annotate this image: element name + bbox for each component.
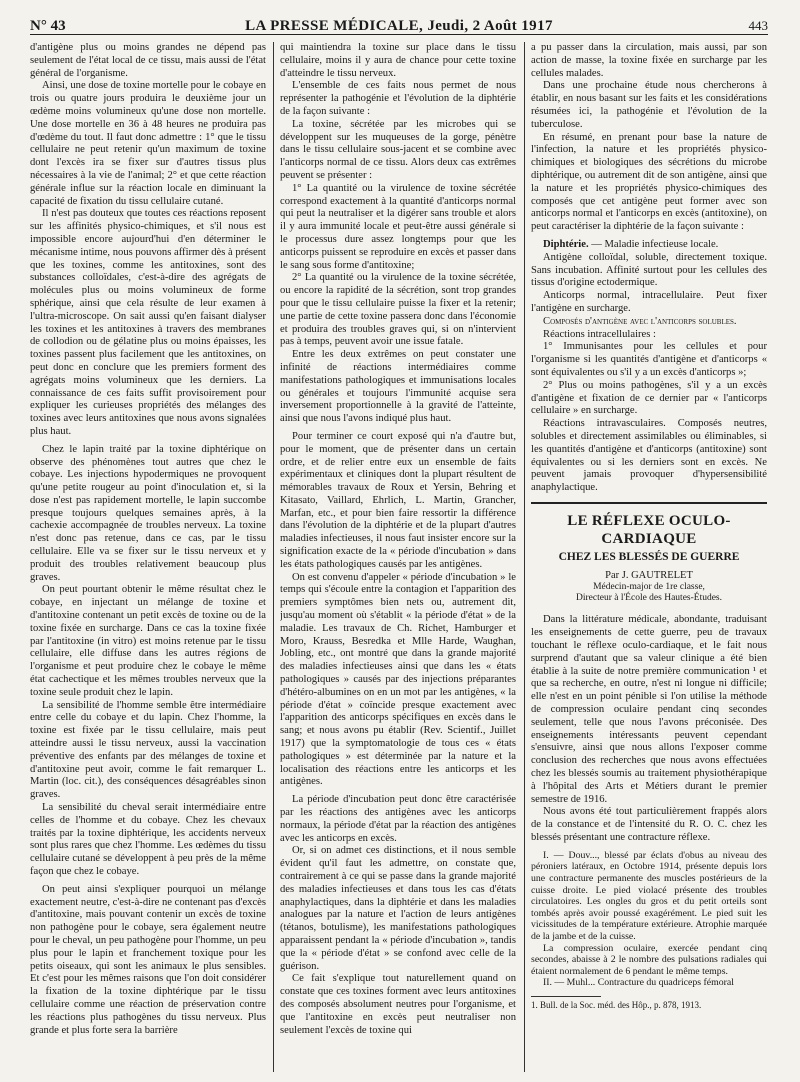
paragraph: L'ensemble de ces faits nous permet de nous représenter la pathogénie et l'évolution de la diphtérie de la façon suivante : [280,80,516,117]
header-rule [30,34,768,35]
column-3 [531,42,767,1072]
paragraph: La sensibilité de l'homme semble être intermédiaire entre celle du cobaye et du lapin. Chez l'homme, la toxine est fixée par le tissu cellulaire, mais peut atteindre aussi le tissu nerveux, aussi la vaccination préventive des enfants par des mélanges de toxine et d'antitoxine peut avoir, comme le fait remarquer L. Martin (loc. cit.), des conséquences désagréables sinon graves. [30,699,266,801]
journal-name: LA PRESSE MÉDICALE, [245,18,424,34]
article-subtitle: CHEZ LES BLESSÉS DE GUERRE [558,550,740,563]
paragraph: Nous avons été tout particulièrement frappés alors de la constance et de l'intensité du R. O. C. chez les blessés présentant une contracture réflexe. [531,806,767,844]
paragraph: La sensibilité du cheval serait intermédiaire entre celles de l'homme et du cobaye. Chez les chevaux traités par la toxine diphtérique, les accidents nerveux sont plus rares que chez l'homme. Les œdèmes du tissu cellulaire cutané se développent à peu près de la même façon que chez le cobaye. [30,802,266,877]
paragraph: La période d'incubation peut donc être caractérisée par les réactions des antigènes avec les anticorps normaux, la période d'état par la réaction des antigènes avec les anticorps en excès. [280,794,516,844]
issue-number: N° 43 [30,18,66,34]
paragraph: 2° La quantité ou la virulence de la toxine sécrétée, ou encore la rapidité de la sécrétion, sont trop grandes pour que le tissu cellulaire puisse la fixer et la retenir; une partie de cette toxine passera donc dans l'économie et produira des troubles graves qui, si on n'intervient pas à temps, peuvent avoir une issue fatale. [280,272,516,348]
summary-reactions-intra: Réactions intracellulaires : [543,328,656,340]
paragraph: 1° La quantité ou la virulence de toxine sécrétée correspond exactement à la quantité d'anticorps normal qui peut la neutraliser et la digérer sans trouble et alors il y aura immunité locale et peut-être aussi générale si le processus dure assez longtemps pour que les anticorps puissent se reproduire en excès et passer dans le sang sous forme d'antitoxine; [280,182,516,271]
case-report: II. — Muhl... Contracture du quadriceps fémoral [543,977,734,989]
summary-reactions-intravascular: Réactions intravasculaires. Composés neutres, solubles et directement assimilables ou éliminables, si les quantités d'antigène et d'anticorps (antitoxine) sont équivalentes ou si les derniers sont en excès. Ne peuvent jamais provoquer d'hypersensibilité anaphylactique. [531,418,767,494]
author-rank: Médecin-major de 1re classe, [593,582,705,593]
paragraph: Or, si on admet ces distinctions, et il nous semble évident qu'il faut les admettre, on constate que, contrairement à ce qui se passe dans la grande majorité des maladies infectieuses et dans tous les cas d'états anaphylactiques, dans la diphtérie et dans les maladies analogues par la nature et l'action de leurs antigènes (tétanos, botulisme), les manifestations pathologiques apparaissent pendant la « période d'incubation », tandis que la « période d'état » se confond avec celle de la guérison. [280,845,516,972]
paragraph: Ce fait s'explique tout naturellement quand on constate que ces toxines forment avec leurs antitoxines des composés absolument neutres pour l'organisme, et que l'antitoxine en excès peut neutraliser non seulement l'excès de toxine qui [280,973,516,1036]
paragraph: On est convenu d'appeler « période d'incubation » le temps qui s'écoule entre la contagion et l'apparition des premiers symptômes bien nets ou, autrement dit, jusqu'au moment où s'établit « la période d'état » de la maladie. Les travaux de Ch. Richet, Hamburger et Moro, Krauss, Besredka et Mlle Harde, Waughan, Jobling, etc., ont montré que dans la grande majorité des maladies infectieuses ainsi que dans les « états pathologiques » causés par des injections préparantes d'hétéro-albumines on en un mot par les antigènes, « la période d'état » coïncide presque exactement avec l'apparition des anticorps spécifiques en excès dans le sang; et nous avons pu établir (Rev. Scientif., Juillet 1917) que la symptomatologie de tous ces « états pathologiques » est déterminée par la nature et la localisation des réactions entre les anticorps et les antigènes. [280,571,516,788]
paragraph: On peut ainsi s'expliquer pourquoi un mélange exactement neutre, c'est-à-dire ne contenant pas d'excès d'antitoxine, mais pouvant contenir un excès de toxine non pathogène pour le cobaye, sera également neutre pour le cheval, un peu pathogène pour l'homme, un peu plus pour le lapin et franchement toxique pour les petits oiseaux, qui sont les animaux le plus sensibles. Et c'est pour les mêmes raisons que l'on doit considérer la fixation de la toxine diphtérique par le tissu cellulaire comme une réaction de préservation contre les réactions plus pathogènes du tissu nerveux. Plus grande et plus forte sera la barrière [30,883,266,1036]
summary-composes: Composés d'antigène avec l'anticorps solubles. [543,315,737,327]
summary-anticorps: Anticorps normal, intracellulaire. Peut fixer l'antigène en surcharge. [531,290,767,314]
paragraph: Il n'est pas douteux que toutes ces réactions reposent sur les affinités physico-chimiques, et s'il nous est impossible encore aujourd'hui d'en déterminer le mécanisme intime, nous pouvons affirmer dès à présent que les toxines, comme les antitoxines, sont des substances colloïdales, c'est-à-dire des agrégats de molécules plus ou moins volumineux de forme sphérique, ainsi que cela résulte de leur examen à l'ultra-microscope. On sait aussi qu'en faisant dialyser les toxines et les antitoxines à travers des membranes de collodion ou de gélatine plus ou moins épaisses, les toxines passent plus facilement que les antitoxines, on peut donc en conclure que les premiers forment des agrégats moins volumineux que les derniers. La connaissance de ces faits suffit provisoirement pour expliquer les curieuses propriétés des mélanges des toxines avec leurs antitoxines que nous avons signalées plus haut. [30,208,266,437]
article-title: LE RÉFLEXE OCULO-CARDIAQUE [567,512,731,547]
page-number: 443 [748,18,768,33]
paragraph: qui maintiendra la toxine sur place dans le tissu cellulaire, moins il y aura de chance pour cette toxine d'atteindre le tissu nerveux. [280,42,516,79]
diphtheria-heading: Diphtérie. [543,238,589,250]
summary-diphtheria [531,239,767,252]
article-author: Par J. GAUTRELET [605,569,693,581]
paragraph: Dans la littérature médicale, abondante, traduisant les enseignements de cette guerre, peu de travaux touchant le réflexe oculo-cardiaque, et le fait nous surprend d'autant que sa valeur clinique a été bien établie à la suite de notre première communication ¹ et que sa recherche, en outre, n'est ni longue ni difficile; elle n'est en un point pénible si l'on utilise la méthode de compression oculaire pendant cinq secondes seulement, telle que nous l'avons préconisée. Des enseignements intéressants peuvent cependant s'ensuivre, ainsi que nous allons l'exposer comme conclusion des recherches que nous avons effectuées chez les blessés soumis au traitement physiothérapique à l'hôpital des Arts et Métiers durant le premier semestre de 1916. [531,614,767,805]
issue-date: Jeudi, 2 Août 1917 [427,18,553,34]
paragraph: Ainsi, une dose de toxine mortelle pour le cobaye en trois ou quatre jours produira le deuxième jour un œdème moins volumineux qu'une dose non mortelle. Une dose mortelle en 36 à 48 heures ne produira pas d'œdème du tout. Il faut donc admettre : 1° que le tissu cellulaire ne peut retenir qu'un maximum de toxine dont l'excès ira se fixer sur d'autres tissus plus nécessaires à la vie de l'animal; 2° et que cette réaction générale influe sur la réaction locale en diminuant la capacité de fixation du tissu cellulaire cutané. [30,80,266,207]
footnote-rule [531,996,601,997]
paragraph: On peut pourtant obtenir le même résultat chez le cobaye, en injectant un mélange de toxine et d'antitoxine contenant un petit excès de toxine ou de la toxine fixée en surcharge. Dans ce cas la toxine fixée par l'antitoxine (in vitro) est moins retenue par le tissu cellulaire, elle diffuse dans les autres régions de l'organisme et peut produire chez le cobaye le même état cachectique et les mêmes troubles nerveux que la toxine seule produit chez le lapin. [30,584,266,698]
author-position: Directeur à l'École des Hautes-Études. [576,593,722,604]
column-divider [273,42,274,1072]
article-divider [531,502,767,504]
paragraph: Entre les deux extrêmes on peut constater une infinité de réactions intermédiaires comme manifestations pathologiques et immunisations locales ou générales et toujours l'immunité acquise sera inversement proportionnelle à la gravité de l'atteinte, ainsi que nous l'avons indiqué plus haut. [280,349,516,425]
paragraph: Pour terminer ce court exposé qui n'a d'autre but, pour le moment, que de présenter dans un certain ordre, et de relier entre eux un ensemble de faits expérimentaux et cliniques dont la plupart résultent de mémorables travaux de Roux et Yersin, Behring et Kitasato, Vaillard, Ehrlich, L. Martin, Grancher, Marfan, etc., et pour bien faire ressortir la différence dans l'évolution de la diphtérie et de la plupart d'autres maladies infectieuses, il nous faut insister encore sur la signification exacte de la « période d'incubation » dans les états pathologiques causés par les antigènes. [280,430,516,570]
paragraph: Dans une prochaine étude nous chercherons à établir, en nous basant sur les faits et les considérations résumées ici, la pathogénie et l'évolution de la tuberculose. [531,80,767,130]
paragraph: Chez le lapin traité par la toxine diphtérique on observe des phénomènes tout autres que chez le cobaye. Les injections hypodermiques ne provoquent qu'une petite rougeur au point d'inoculation et, si la dose n'est pas rapidement mortelle, le lapin succombe presque toujours quelques semaines après, à la cachexie accompagnée de troubles nerveux. La toxine n'est donc pas retenue, dans ce cas, par le tissu cellulaire. Elle va se fixer sur le tissu nerveux et y produit des troubles relativement beaucoup plus graves. [30,443,266,583]
summary-antigen: Antigène colloïdal, soluble, directement toxique. Sans incubation. Affinité surtout pour les cellules des tissus d'origine ectodermique. [531,251,767,289]
column-divider [524,42,525,1072]
paragraph: En résumé, en prenant pour base la nature de l'infection, la nature et les propriétés physico-chimiques et biologiques des sécrétions du microbe diphtérique, ou autrement dit de son antigène, ainsi que la nature et les propriétés physico-chimiques des composés que cet antigène peut former avec son anticorps normal et l'anticorps en excès (antitoxine), on peut caractériser la diphtérie de la façon suivante : [531,131,767,233]
paragraph: La toxine, sécrétée par les microbes qui se développent sur les muqueuses de la gorge, pénètre dans le tissu cellulaire sous-jacent et se combine avec l'anticorps normal de ce tissu. Alors deux cas extrêmes peuvent se présenter : [280,118,516,181]
diphtheria-text: — Maladie infectieuse locale. [588,238,719,250]
case-report: La compression oculaire, exercée pendant cinq secondes, abaisse à 2 le nombre des pulsations radiales qui étaient normalement de 6 pendant le même temps. [531,942,767,977]
footnote: 1. Bull. de la Soc. méd. des Hôp., p. 878, 1913. [531,999,702,1010]
paragraph: d'antigène plus ou moins grandes ne dépend pas seulement de l'état local de ce tissu, mais aussi de l'état général de l'organisme. [30,42,266,79]
journal-title [30,18,768,35]
summary-reaction-2: 2° Plus ou moins pathogènes, s'il y a un excès d'antigène et fixation de ce dernier par « l'anticorps cellulaire » en surcharge. [531,379,767,417]
summary-reaction-1: 1° Immunisantes pour les cellules et pour l'organisme si les quantités d'antigène et d'anticorps « sont équivalentes ou s'il y a un excès d'anticorps »; [531,341,767,378]
paragraph: a pu passer dans la circulation, mais aussi, par son action de masse, la toxine fixée en surcharge par les cellules malades. [531,42,767,79]
column-2 [280,42,516,1072]
case-report: I. — Douv..., blessé par éclats d'obus au niveau des péroniers latéraux, en Octobre 1914, présente depuis lors une contracture permanente des muscles postérieurs de la cuisse droite. Le pied violacé présente des troubles circulatoires. Les ongles du gros et du petit orteils sont tombés après avoir poussé exagérément. Le pied suit les vicissitudes de la température extérieure. Atrophie marquée de la jambe et de la cuisse. [531,849,767,942]
column-1 [30,42,266,1072]
